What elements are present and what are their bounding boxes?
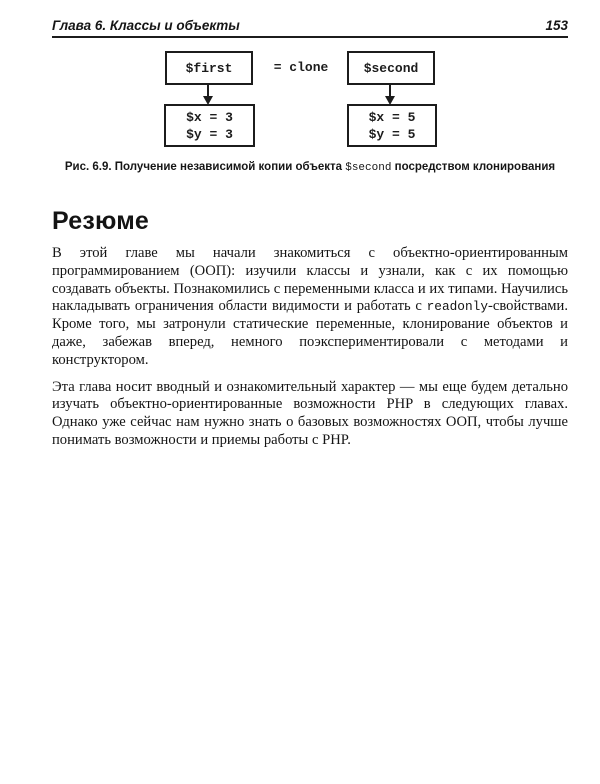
caption-code: $second [345,162,392,174]
first-object-label: $first [185,60,233,76]
second-values-box [347,104,437,147]
chapter-title: Глава 6. Классы и объекты [52,18,240,33]
figure-caption [52,161,568,174]
caption-text-prefix: Рис. 6.9. Получение независимой копии объекта [64,161,346,173]
first-values-box [164,104,255,147]
second-object-box [347,51,435,85]
paragraph-1-text-before: В этой главе мы начали знакомиться с объектно-ориентированным программированием (ООП): изучили классы и узнали, как с их помощью создавать объекты. Познакомились с переменными класса и их типами. Научились накладывать ограничения области видимости и работать с [52,245,568,315]
section-heading: Резюме [52,207,150,235]
second-x-value: $x = 5 [368,109,416,125]
clone-operator-label: = clone [273,60,329,75]
paragraph-1-code: readonly [426,299,489,315]
first-x-value: $x = 3 [186,109,233,125]
paragraph-summary-2: Эта глава носит вводный и ознакомительный характер — мы еще будем детально изучать объектно-ориентированные возможности PHP в следующих главах. Однако уже сейчас нам нужно знать о базовых возможностях ООП, чтобы лучше понимать возможности и приемы работы с PHP. [52,378,568,448]
second-y-value: $y = 5 [368,126,416,142]
arrow-down-icon [207,85,209,97]
header-rule [52,36,568,38]
page-header [52,18,568,33]
arrow-down-icon [389,85,391,97]
paragraph-1-text-after: -свойствами. Кроме того, мы затронули статические переменные, клонирование объектов и даже, забежав вперед, немного поэкспериментировали с методами и конструктором. [52,298,568,368]
first-y-value: $y = 3 [186,126,233,142]
second-object-label: $second [363,60,419,76]
page-number: 153 [545,18,568,33]
caption-text-suffix: посредством клонирования [391,161,556,173]
clone-diagram [52,51,588,148]
paragraph-summary-1 [52,245,568,370]
first-object-box [165,51,253,85]
